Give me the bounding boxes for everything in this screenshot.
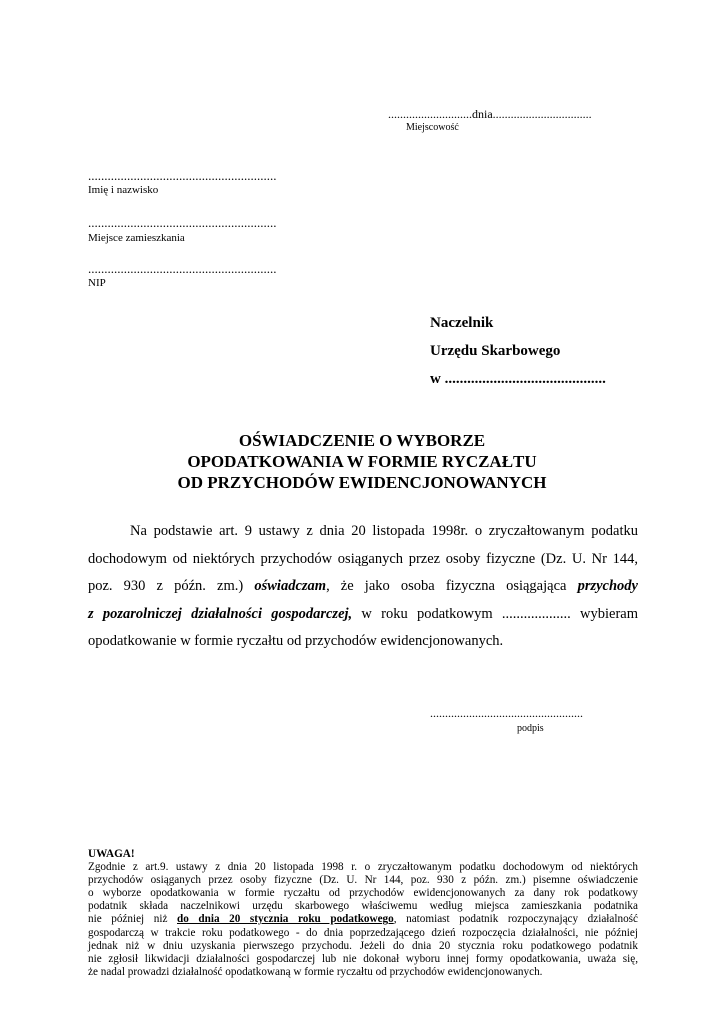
body-line-5: opodatkowanie w formie ryczałtu od przychodów ewidencjonowanych. <box>88 633 504 649</box>
business-emphasis: z pozarolniczej działalności gospodarczej, <box>88 605 353 622</box>
document-title <box>0 430 724 493</box>
body-line-3 <box>88 573 638 601</box>
note-line-3: o wyborze opodatkowania w formie ryczałtu od przychodów ewidencjonowanych za dany rok podatkowy <box>88 887 638 900</box>
addressee-line-2: Urzędu Skarbowego <box>430 343 561 359</box>
nip-field[interactable]: .......................................................... <box>88 261 277 276</box>
body-line-1: Na podstawie art. 9 ustawy z dnia 20 listopada 1998r. o zryczałtowanym podatku <box>130 523 638 539</box>
revenue-emphasis: przychody <box>577 578 638 594</box>
name-label: Imię i nazwisko <box>88 184 159 196</box>
note-line-9: że nadal prowadzi działalność opodatkowaną w formie ryczałtu od przychodów ewidencjonowanych. <box>88 965 543 978</box>
address-label: Miejsce zamieszkania <box>88 232 185 244</box>
note-line-1: Zgodnie z art.9. ustawy z dnia 20 listopada 1998 r. o zryczałtowanym podatku dochodowym od niektórych <box>88 861 638 874</box>
tax-year-field[interactable]: w roku podatkowym ................... wybieram <box>361 605 639 622</box>
date-place-line[interactable]: ............................dnia................................. <box>388 107 592 121</box>
signature-label: podpis <box>517 723 544 734</box>
note-title: UWAGA! <box>88 848 135 860</box>
note-block <box>88 848 638 979</box>
note-text: nie później niż <box>88 913 168 926</box>
place-label: Miejscowość <box>406 122 459 133</box>
deadline-emphasis: do dnia 20 stycznia roku podatkowego <box>177 913 394 926</box>
title-line-3: OD PRZYCHODÓW EWIDENCJONOWANYCH <box>177 473 547 492</box>
note-line-8: nie zgłosił likwidacji działalności gospodarczej lub nie dokonał wyboru innej formy opodatkowania, uważa się, <box>88 952 638 965</box>
body-line-2: dochodowym od niektórych przychodów osiąganych przez osoby fizyczne (Dz. U. Nr 144, <box>88 550 638 567</box>
note-line-5 <box>88 913 638 926</box>
title-line-1: OŚWIADCZENIE O WYBORZE <box>238 431 486 450</box>
signature-field[interactable]: ................................................... <box>430 706 583 720</box>
note-line-7: jednak niż w dniu uzyskania pierwszego przychodu. Jeżeli do dnia 20 stycznia roku podatkowego podatnik <box>88 939 638 952</box>
note-text: , natomiast podatnik rozpoczynający działalność <box>393 913 638 926</box>
body-line-4 <box>88 601 638 629</box>
body-text: poz. 930 z późn. zm.) <box>88 578 244 594</box>
note-line-2: przychodów osiąganych przez osoby fizyczne (Dz. U. Nr 144, poz. 930 z późn. zm.) pisemne oświadczenie <box>88 874 638 887</box>
addressee-line-1: Naczelnik <box>430 315 494 331</box>
title-line-2: OPODATKOWANIA W FORMIE RYCZAŁTU <box>187 452 537 471</box>
address-field[interactable]: .......................................................... <box>88 215 277 230</box>
declare-emphasis: oświadczam <box>254 578 327 594</box>
body-text: , że jako osoba fizyczna osiągająca <box>326 578 567 594</box>
note-line-4: podatnik składa naczelnikowi urzędu skarbowego właściwemu według miejsca zamieszkania podatnika <box>88 900 638 913</box>
tax-office-field[interactable]: w ........................................... <box>430 371 606 387</box>
nip-label: NIP <box>88 277 106 289</box>
declaration-paragraph <box>88 518 638 656</box>
name-field[interactable]: .......................................................... <box>88 168 277 183</box>
note-line-6: gospodarczą w trakcie roku podatkowego - do dnia poprzedzającego dzień rozpoczęcia działalności, nie później <box>88 926 638 939</box>
